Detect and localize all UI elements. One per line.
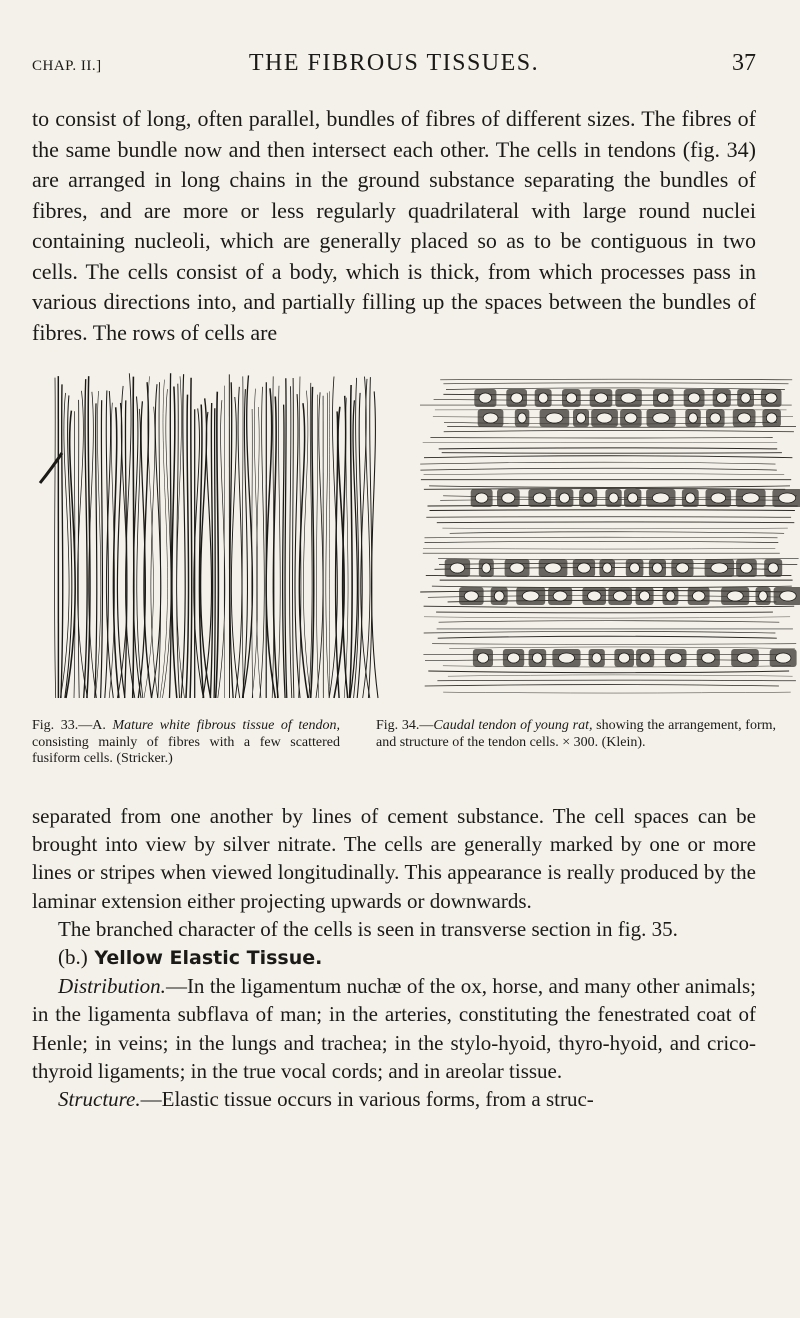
cell-nucleus bbox=[639, 591, 649, 601]
cell-nucleus bbox=[545, 563, 561, 573]
fibre-stroke bbox=[299, 403, 308, 698]
fig-33-number: Fig. 33.—A. bbox=[32, 718, 106, 733]
fibre-stroke bbox=[95, 403, 97, 698]
paragraph-distribution bbox=[32, 972, 756, 1085]
cell-nucleus bbox=[619, 653, 630, 663]
cell-nucleus bbox=[765, 393, 777, 403]
fibre-stroke bbox=[61, 384, 63, 698]
tendon-fibre-line bbox=[438, 636, 777, 638]
cell-nucleus bbox=[711, 563, 728, 573]
fibre-stroke bbox=[186, 395, 189, 698]
fibre-stroke bbox=[190, 378, 192, 698]
cell-nucleus bbox=[508, 653, 520, 663]
cell-nucleus bbox=[628, 493, 638, 503]
fig-34-caption bbox=[376, 718, 776, 751]
cell-nucleus bbox=[666, 591, 675, 601]
cell-nucleus bbox=[475, 493, 488, 503]
cell-nucleus bbox=[737, 653, 753, 663]
tendon-fibre-line bbox=[450, 532, 784, 534]
cell-nucleus bbox=[566, 393, 577, 403]
cell-nucleus bbox=[742, 493, 759, 503]
fibre-stroke bbox=[224, 386, 225, 698]
tendon-fibre-line bbox=[428, 671, 789, 673]
tendon-fibre-line bbox=[425, 537, 778, 538]
fig-34-title: Caudal tendon of young rat, bbox=[433, 718, 593, 733]
fig-33-illustration bbox=[32, 358, 387, 700]
body-text bbox=[32, 802, 756, 1113]
cell-nucleus bbox=[779, 493, 796, 503]
tendon-fibre-line bbox=[443, 692, 791, 693]
fibre-stroke bbox=[66, 411, 75, 698]
tendon-fibre-line bbox=[439, 621, 780, 623]
tendon-fibre-line bbox=[430, 510, 795, 511]
cell-nucleus bbox=[676, 563, 689, 573]
cell-nucleus bbox=[625, 413, 637, 423]
cell-nucleus bbox=[518, 413, 526, 423]
tendon-fibre-line bbox=[439, 448, 778, 449]
section-heading-label: (b.) bbox=[58, 945, 88, 970]
tendon-fibre-line bbox=[437, 522, 795, 523]
cell-nucleus bbox=[559, 493, 569, 503]
cell-nucleus bbox=[652, 493, 669, 503]
cell-nucleus bbox=[630, 563, 640, 573]
cell-nucleus bbox=[780, 591, 796, 601]
cell-nucleus bbox=[657, 393, 669, 403]
tendon-fibre-line bbox=[443, 383, 788, 384]
structure-label: Structure. bbox=[58, 1087, 141, 1112]
paragraph-transverse-section: The branched character of the cells is seen in transverse section in fig. 35. bbox=[58, 916, 678, 941]
fibre-stroke bbox=[214, 408, 215, 698]
tendon-fibre-line bbox=[430, 438, 772, 439]
cell-nucleus bbox=[553, 591, 567, 601]
cell-nucleus bbox=[502, 493, 515, 503]
cell-nucleus bbox=[702, 653, 715, 663]
tendon-fibre-line bbox=[420, 468, 776, 470]
fibre-stroke bbox=[105, 391, 109, 699]
cell-nucleus bbox=[738, 413, 751, 423]
section-heading bbox=[32, 943, 756, 972]
distribution-label: Distribution. bbox=[58, 974, 166, 999]
cell-nucleus bbox=[559, 653, 575, 663]
fibre-stroke bbox=[54, 378, 55, 698]
fig-34-description: showing the arrangement, form, and structure of the tendon cells. × 300. (Klein). bbox=[376, 718, 776, 750]
paragraph-cement-substance: separated from one another by lines of cement substance. The cell spaces can be brought into view by silver nitrate. The cells are generally marked by one or more lines or stripes when viewed longitudinally. This appearance is really produced by the laminar extension either projecting upwards or downwards. bbox=[32, 804, 756, 913]
tendon-fibre-line bbox=[424, 617, 790, 618]
running-head bbox=[32, 50, 756, 80]
cell-nucleus bbox=[621, 393, 636, 403]
cell-nucleus bbox=[583, 493, 593, 503]
cell-nucleus bbox=[710, 413, 721, 423]
fig-34-illustration bbox=[420, 358, 800, 700]
fibre-stroke bbox=[273, 397, 278, 699]
fig-33-title: Mature white fibrous tissue of tendon, bbox=[112, 718, 340, 733]
cell-nucleus bbox=[727, 591, 743, 601]
fibre-stroke bbox=[295, 394, 300, 698]
cell-nucleus bbox=[766, 413, 777, 423]
cell-nucleus bbox=[717, 393, 727, 403]
fig-33-description: consisting mainly of fibres with a few scattered fusiform cells. (Stricker.) bbox=[32, 734, 340, 766]
tendon-fibre-line bbox=[426, 517, 791, 518]
tendon-fibre-line bbox=[442, 453, 782, 454]
tendon-fibre-line bbox=[425, 541, 779, 542]
page-title: THE FIBROUS TISSUES. bbox=[248, 50, 540, 76]
chapter-label: CHAP. II.] bbox=[32, 58, 102, 74]
cell-nucleus bbox=[776, 653, 791, 663]
fibre-stroke bbox=[277, 386, 280, 698]
cell-nucleus bbox=[711, 493, 726, 503]
tendon-fibre-line bbox=[423, 548, 775, 549]
tendon-fibre-line bbox=[442, 528, 787, 529]
fibre-stroke bbox=[84, 379, 87, 698]
cell-nucleus bbox=[522, 591, 539, 601]
tendon-fibre-line bbox=[436, 612, 773, 613]
distribution-text: —In the ligamentum nuchæ of the ox, horse, and many other animals; in the ligamenta subflava of man; in the arteries, constituting the fenestrated coat of Henle; in veins; in the lungs and trachea; in the stylo-hyoid, thyro-hyoid, and crico-thyroid ligaments; in the true vocal cords; and in areolar tissue. bbox=[32, 974, 756, 1083]
cell-nucleus bbox=[741, 563, 753, 573]
cell-nucleus bbox=[688, 393, 700, 403]
section-heading-text: Yellow Elastic Tissue. bbox=[94, 947, 323, 970]
cell-nucleus bbox=[595, 393, 608, 403]
cell-nucleus bbox=[670, 653, 682, 663]
cell-nucleus bbox=[768, 563, 778, 573]
cell-nucleus bbox=[546, 413, 563, 423]
cell-nucleus bbox=[592, 653, 601, 663]
fibre-stroke bbox=[293, 378, 294, 698]
cell-nucleus bbox=[689, 413, 698, 423]
tendon-fibre-line bbox=[437, 680, 796, 681]
cell-nucleus bbox=[588, 591, 601, 601]
cell-nucleus bbox=[640, 653, 650, 663]
cell-nucleus bbox=[597, 413, 612, 423]
tendon-fibre-line bbox=[449, 647, 795, 649]
figures-row bbox=[32, 358, 772, 700]
fig-34-number: Fig. 34.— bbox=[376, 718, 434, 733]
cell-nucleus bbox=[578, 563, 591, 573]
cell-nucleus bbox=[511, 393, 523, 403]
cell-nucleus bbox=[759, 591, 768, 601]
structure-text: —Elastic tissue occurs in various forms, from a struc- bbox=[140, 1087, 594, 1112]
cell-nucleus bbox=[450, 563, 464, 573]
tendon-fibre-line bbox=[420, 462, 775, 464]
cell-nucleus bbox=[603, 563, 612, 573]
fibre-stroke bbox=[290, 386, 292, 698]
fibre-stroke bbox=[256, 407, 261, 698]
fibre-stroke bbox=[133, 377, 134, 698]
cell-nucleus bbox=[653, 563, 663, 573]
cell-nucleus bbox=[483, 413, 498, 423]
tendon-fibre-line bbox=[446, 388, 785, 390]
tendon-fibre-line bbox=[424, 456, 792, 458]
cell-nucleus bbox=[482, 563, 491, 573]
tendon-fibre-line bbox=[448, 675, 793, 676]
fibre-stroke bbox=[260, 387, 265, 698]
top-paragraph: to consist of long, often parallel, bundles of fibres of different sizes. The fibres of the same bundle now and then intersect each other. The cells in tendons (fig. 34) are arranged in long chains in the ground substance separating the bundles of fibres, and are more or less regularly quadrilateral with large round nuclei containing nucleoli, which are generally placed so as to be contiguous in two cells. The cells consist of a body, which is thick, from which processes pass in various directions into, and partially filling up the spaces between the bundles of fibres. The rows of cells are bbox=[32, 106, 756, 345]
cell-nucleus bbox=[510, 563, 524, 573]
fibre-stroke bbox=[181, 374, 185, 698]
tendon-fibre-line bbox=[424, 606, 795, 607]
tendon-fibre-line bbox=[444, 430, 794, 431]
tendon-fibre-line bbox=[424, 474, 785, 475]
cell-nucleus bbox=[494, 591, 504, 601]
cell-nucleus bbox=[741, 393, 751, 403]
cell-nucleus bbox=[477, 653, 488, 663]
cell-nucleus bbox=[532, 653, 542, 663]
page-number: 37 bbox=[732, 50, 756, 76]
fibre-stroke bbox=[242, 376, 243, 698]
cell-nucleus bbox=[686, 493, 696, 503]
fibre-stroke bbox=[172, 387, 177, 699]
tendon-fibre-line bbox=[424, 631, 776, 633]
fibre-stroke bbox=[151, 407, 158, 698]
tendon-fibre-line bbox=[425, 685, 779, 686]
figure-captions bbox=[32, 718, 776, 778]
fibre-stroke bbox=[160, 380, 167, 698]
fibre-stroke bbox=[285, 378, 287, 698]
cell-nucleus bbox=[538, 393, 548, 403]
cell-nucleus bbox=[576, 413, 585, 423]
cell-nucleus bbox=[479, 393, 492, 403]
fibre-stroke bbox=[101, 400, 103, 698]
cell-nucleus bbox=[613, 591, 627, 601]
fibre-stroke bbox=[326, 393, 329, 698]
paragraph-structure bbox=[32, 1085, 756, 1113]
fibre-stroke bbox=[372, 391, 378, 698]
fibre-stroke bbox=[350, 385, 353, 698]
tendon-fibre-line bbox=[440, 379, 792, 380]
fibre-stroke bbox=[216, 392, 219, 698]
fig-33-caption bbox=[32, 718, 340, 768]
cell-nucleus bbox=[533, 493, 546, 503]
tendon-fibre-line bbox=[432, 644, 796, 645]
cell-nucleus bbox=[653, 413, 670, 423]
cell-nucleus bbox=[609, 493, 618, 503]
cell-nucleus bbox=[464, 591, 478, 601]
cell-nucleus bbox=[693, 591, 705, 601]
tendon-fibre-line bbox=[429, 486, 790, 488]
